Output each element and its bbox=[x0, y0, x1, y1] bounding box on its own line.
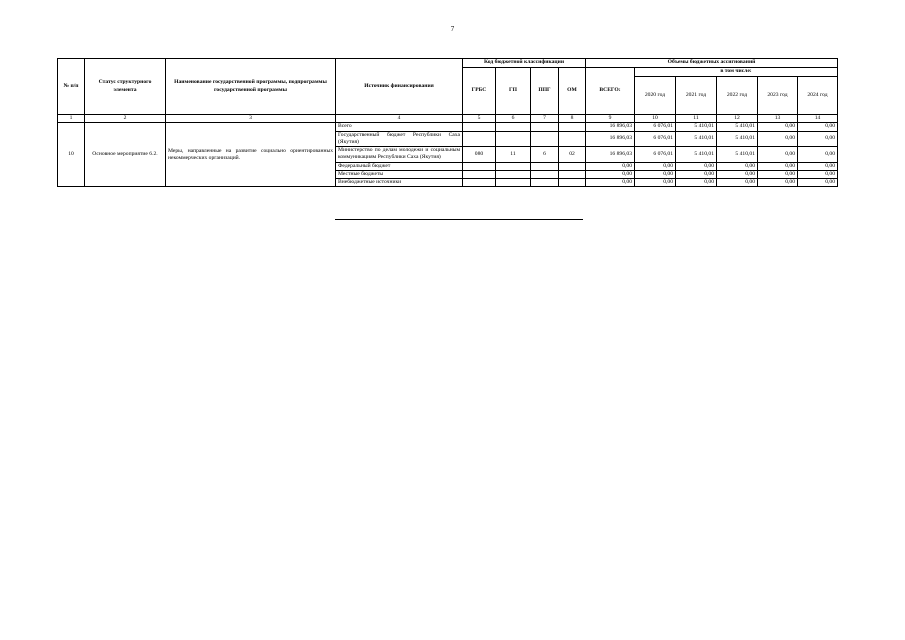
header-year: 2022 год bbox=[717, 77, 758, 115]
year-2024-cell: 0,00 bbox=[798, 131, 838, 147]
year-2024-cell: 0,00 bbox=[798, 147, 838, 163]
om-cell bbox=[559, 131, 586, 147]
year-2023-cell: 0,00 bbox=[758, 179, 798, 187]
year-2023-cell: 0,00 bbox=[758, 123, 798, 131]
source-cell: Государственный бюджет Республики Саха (Якутия) bbox=[336, 131, 463, 147]
table-row bbox=[58, 123, 838, 131]
om-cell bbox=[559, 170, 586, 178]
year-2023-cell: 0,00 bbox=[758, 147, 798, 163]
year-2020-cell: 6 076,01 bbox=[635, 131, 676, 147]
year-2022-cell: 5 410,01 bbox=[717, 131, 758, 147]
item-status: Основное мероприятие 6.2. bbox=[85, 123, 166, 187]
year-2024-cell: 0,00 bbox=[798, 123, 838, 131]
gp-cell bbox=[496, 170, 531, 178]
column-number: 11 bbox=[676, 115, 717, 123]
source-cell: Министерство по делам молодежи и социальным коммуникациям Республики Саха (Якутия) bbox=[336, 147, 463, 163]
year-2023-cell: 0,00 bbox=[758, 162, 798, 170]
source-cell: Внебюджетные источники bbox=[336, 179, 463, 187]
year-2020-cell: 0,00 bbox=[635, 162, 676, 170]
budget-table bbox=[57, 58, 838, 187]
column-number: 7 bbox=[531, 115, 559, 123]
column-number-row bbox=[58, 115, 838, 123]
year-2022-cell: 0,00 bbox=[717, 170, 758, 178]
ppg-cell bbox=[531, 179, 559, 187]
column-number: 6 bbox=[496, 115, 531, 123]
header-year: 2020 год bbox=[635, 77, 676, 115]
year-2021-cell: 5 410,01 bbox=[676, 131, 717, 147]
source-cell: Всего bbox=[336, 123, 463, 131]
gp-cell bbox=[496, 123, 531, 131]
om-cell bbox=[559, 179, 586, 187]
ppg-cell bbox=[531, 162, 559, 170]
gp-cell: 11 bbox=[496, 147, 531, 163]
year-2024-cell: 0,00 bbox=[798, 179, 838, 187]
gp-cell bbox=[496, 162, 531, 170]
column-number: 10 bbox=[635, 115, 676, 123]
header-name: Наименование государственной программы, подпрограммы государственной программы bbox=[166, 59, 336, 115]
ppg-cell bbox=[531, 170, 559, 178]
column-number: 1 bbox=[58, 115, 85, 123]
year-2021-cell: 0,00 bbox=[676, 179, 717, 187]
year-2020-cell: 0,00 bbox=[635, 179, 676, 187]
total-cell: 0,00 bbox=[586, 162, 635, 170]
column-number: 5 bbox=[463, 115, 496, 123]
page-number: 7 bbox=[450, 25, 455, 33]
column-number: 2 bbox=[85, 115, 166, 123]
header-code-group: Код бюджетной классификации bbox=[463, 59, 586, 68]
column-number: 14 bbox=[798, 115, 838, 123]
header-grbs: ГРБС bbox=[463, 68, 496, 115]
grbs-cell bbox=[463, 170, 496, 178]
header-year: 2023 год bbox=[758, 77, 798, 115]
grbs-cell bbox=[463, 131, 496, 147]
grbs-cell bbox=[463, 123, 496, 131]
column-number: 12 bbox=[717, 115, 758, 123]
ppg-cell bbox=[531, 123, 559, 131]
year-2023-cell: 0,00 bbox=[758, 170, 798, 178]
header-om: ОМ bbox=[559, 68, 586, 115]
item-number: 10 bbox=[58, 123, 85, 187]
year-2020-cell: 0,00 bbox=[635, 170, 676, 178]
year-2022-cell: 0,00 bbox=[717, 162, 758, 170]
header-year: 2021 год bbox=[676, 77, 717, 115]
header-including: в том числе: bbox=[635, 68, 838, 77]
year-2021-cell: 5 410,01 bbox=[676, 147, 717, 163]
om-cell: 02 bbox=[559, 147, 586, 163]
header-source: Источник финансирования bbox=[336, 59, 463, 115]
ppg-cell bbox=[531, 131, 559, 147]
gp-cell bbox=[496, 131, 531, 147]
year-2021-cell: 5 410,01 bbox=[676, 123, 717, 131]
header-num: № п/п bbox=[58, 59, 85, 115]
table-header bbox=[58, 59, 838, 115]
column-number: 8 bbox=[559, 115, 586, 123]
header-gp: ГП bbox=[496, 68, 531, 115]
year-2022-cell: 5 410,01 bbox=[717, 123, 758, 131]
grbs-cell bbox=[463, 162, 496, 170]
year-2020-cell: 6 076,01 bbox=[635, 147, 676, 163]
item-name: Меры, направленные на развитие социально ориентированных некоммерческих организаций. bbox=[166, 123, 336, 187]
total-cell: 16 896,03 bbox=[586, 123, 635, 131]
om-cell bbox=[559, 162, 586, 170]
year-2021-cell: 0,00 bbox=[676, 162, 717, 170]
grbs-cell: 080 bbox=[463, 147, 496, 163]
total-cell: 0,00 bbox=[586, 179, 635, 187]
column-number: 13 bbox=[758, 115, 798, 123]
year-2022-cell: 0,00 bbox=[717, 179, 758, 187]
total-cell: 16 896,03 bbox=[586, 131, 635, 147]
year-2023-cell: 0,00 bbox=[758, 131, 798, 147]
total-cell: 0,00 bbox=[586, 170, 635, 178]
header-year: 2024 год bbox=[798, 77, 838, 115]
header-ppg: ППГ bbox=[531, 68, 559, 115]
ppg-cell: 6 bbox=[531, 147, 559, 163]
closing-rule-divider bbox=[335, 219, 583, 220]
gp-cell bbox=[496, 179, 531, 187]
grbs-cell bbox=[463, 179, 496, 187]
header-status: Статус структурного элемента bbox=[85, 59, 166, 115]
total-cell: 16 896,03 bbox=[586, 147, 635, 163]
source-cell: Федеральный бюджет bbox=[336, 162, 463, 170]
column-number: 9 bbox=[586, 115, 635, 123]
year-2020-cell: 6 076,01 bbox=[635, 123, 676, 131]
header-volume-group: Объемы бюджетных ассигнований bbox=[586, 59, 838, 68]
year-2021-cell: 0,00 bbox=[676, 170, 717, 178]
column-number: 4 bbox=[336, 115, 463, 123]
year-2024-cell: 0,00 bbox=[798, 170, 838, 178]
source-cell: Местные бюджеты bbox=[336, 170, 463, 178]
om-cell bbox=[559, 123, 586, 131]
year-2022-cell: 5 410,01 bbox=[717, 147, 758, 163]
year-2024-cell: 0,00 bbox=[798, 162, 838, 170]
column-number: 3 bbox=[166, 115, 336, 123]
header-total: ВСЕГО: bbox=[586, 68, 635, 115]
